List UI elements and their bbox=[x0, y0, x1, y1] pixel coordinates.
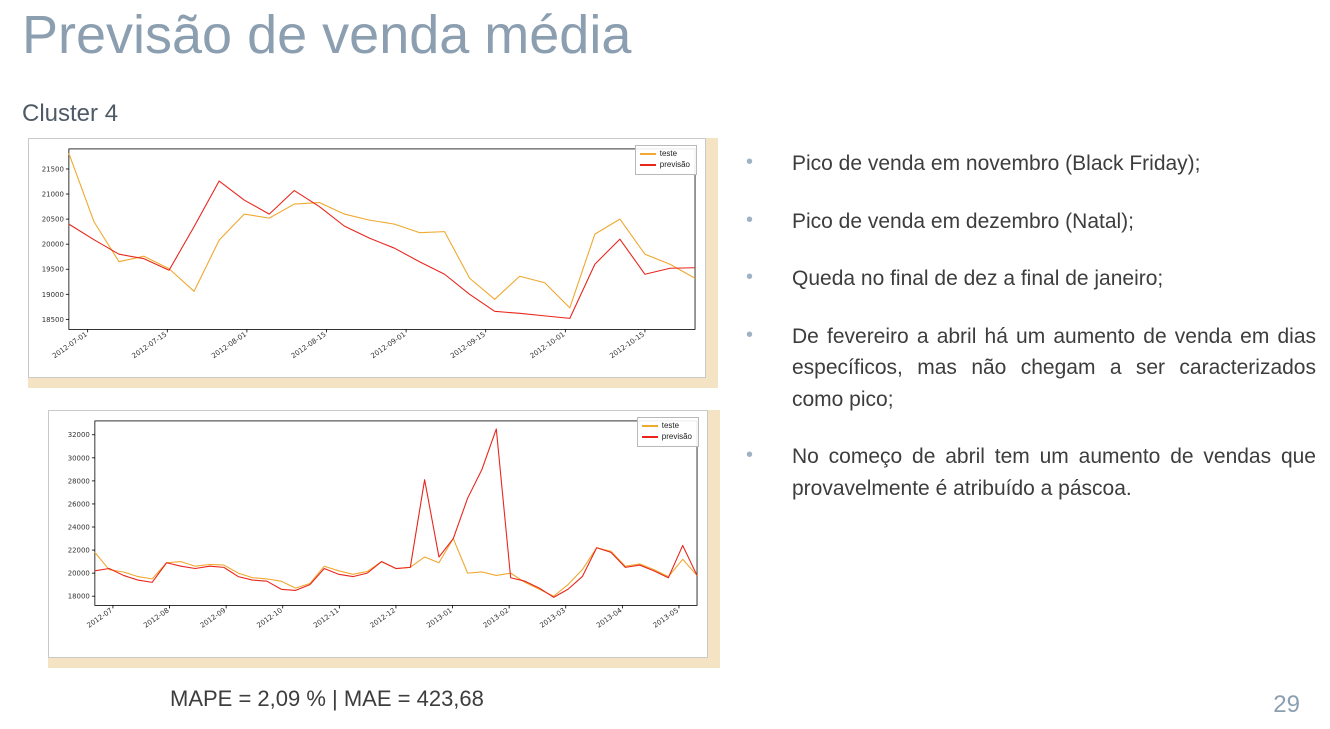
bullet-text: De fevereiro a abril há um aumento de venda em dias específicos, mas não chegam a ser caracterizados como pico; bbox=[792, 324, 1316, 411]
svg-text:2012-09-01: 2012-09-01 bbox=[369, 330, 408, 361]
list-item bbox=[740, 206, 1316, 238]
legend-entry-previsao bbox=[640, 160, 690, 171]
legend-label-previsao: previsão bbox=[661, 431, 692, 441]
svg-text:22000: 22000 bbox=[67, 546, 90, 555]
legend-swatch-previsao bbox=[642, 436, 658, 438]
list-item bbox=[740, 148, 1316, 180]
chart-2-legend bbox=[637, 417, 699, 447]
svg-text:30000: 30000 bbox=[67, 454, 90, 463]
bullet-marker-icon: • bbox=[746, 266, 754, 288]
slide-subtitle: Cluster 4 bbox=[22, 100, 119, 127]
bullet-text: Pico de venda em dezembro (Natal); bbox=[792, 209, 1134, 233]
legend-label-previsao: previsão bbox=[659, 159, 690, 169]
svg-text:21500: 21500 bbox=[41, 165, 64, 174]
svg-text:20000: 20000 bbox=[41, 240, 64, 249]
legend-entry-previsao bbox=[642, 432, 692, 443]
bullet-list bbox=[740, 148, 1316, 530]
svg-text:2013-03: 2013-03 bbox=[538, 606, 567, 630]
svg-text:21000: 21000 bbox=[41, 190, 64, 199]
legend-entry-teste bbox=[642, 421, 692, 432]
chart-2-svg bbox=[49, 411, 707, 657]
legend-swatch-teste bbox=[640, 153, 656, 155]
chart-2-plot bbox=[49, 411, 707, 657]
bullet-marker-icon: • bbox=[746, 323, 754, 346]
chart-2-canvas bbox=[48, 410, 708, 658]
svg-text:2012-10: 2012-10 bbox=[255, 606, 284, 630]
svg-text:2012-07-15: 2012-07-15 bbox=[130, 330, 169, 361]
svg-text:26000: 26000 bbox=[67, 500, 90, 509]
chart-1-canvas bbox=[28, 138, 706, 378]
svg-text:2012-11: 2012-11 bbox=[312, 606, 341, 630]
svg-text:2013-05: 2013-05 bbox=[651, 606, 681, 630]
chart-1-legend bbox=[635, 145, 697, 175]
list-item bbox=[740, 441, 1316, 504]
page-number: 29 bbox=[1273, 691, 1300, 718]
svg-text:2012-09-15: 2012-09-15 bbox=[449, 330, 487, 361]
bullet-marker-icon: • bbox=[746, 444, 754, 466]
svg-text:2012-10-15: 2012-10-15 bbox=[608, 330, 647, 361]
list-item bbox=[740, 263, 1316, 295]
legend-label-teste: teste bbox=[661, 421, 680, 430]
svg-text:18500: 18500 bbox=[41, 315, 64, 324]
chart-panel-1 bbox=[28, 138, 718, 388]
chart-panel-2 bbox=[48, 410, 720, 668]
svg-text:2013-01: 2013-01 bbox=[425, 606, 454, 630]
bullet-marker-icon: • bbox=[746, 151, 754, 173]
page-title: Previsão de venda média bbox=[22, 5, 632, 65]
svg-text:19500: 19500 bbox=[41, 265, 64, 274]
legend-entry-teste bbox=[640, 149, 690, 160]
chart-1-plot bbox=[29, 139, 705, 377]
svg-text:19000: 19000 bbox=[41, 290, 64, 299]
legend-swatch-teste bbox=[642, 425, 658, 427]
svg-text:2012-07-01: 2012-07-01 bbox=[51, 330, 89, 361]
list-item bbox=[740, 321, 1316, 416]
bullet-text: Queda no final de dez a final de janeiro; bbox=[792, 267, 1164, 290]
svg-text:2012-12: 2012-12 bbox=[368, 606, 398, 630]
bullet-marker-icon: • bbox=[746, 208, 754, 231]
svg-text:24000: 24000 bbox=[67, 523, 90, 532]
svg-text:2012-08-15: 2012-08-15 bbox=[289, 330, 328, 361]
svg-text:2013-02: 2013-02 bbox=[481, 606, 511, 630]
svg-text:2012-07: 2012-07 bbox=[85, 606, 115, 630]
svg-text:2012-08-01: 2012-08-01 bbox=[210, 330, 249, 361]
svg-text:28000: 28000 bbox=[67, 477, 90, 486]
legend-label-teste: teste bbox=[659, 149, 678, 158]
svg-text:2012-10-01: 2012-10-01 bbox=[528, 330, 567, 361]
svg-text:20500: 20500 bbox=[41, 215, 64, 224]
svg-text:2013-04: 2013-04 bbox=[595, 606, 624, 630]
svg-text:2012-08: 2012-08 bbox=[142, 606, 171, 630]
svg-text:20000: 20000 bbox=[67, 569, 90, 578]
chart-1-svg bbox=[29, 139, 705, 377]
svg-text:2012-09: 2012-09 bbox=[198, 606, 228, 630]
metrics-caption: MAPE = 2,09 % | MAE = 423,68 bbox=[170, 686, 484, 711]
svg-text:18000: 18000 bbox=[67, 592, 90, 601]
bullet-text: No começo de abril tem um aumento de vendas que provavelmente é atribuído a páscoa. bbox=[792, 445, 1316, 500]
legend-swatch-previsao bbox=[640, 164, 656, 166]
bullet-text: Pico de venda em novembro (Black Friday); bbox=[792, 152, 1201, 175]
svg-text:32000: 32000 bbox=[67, 431, 90, 440]
